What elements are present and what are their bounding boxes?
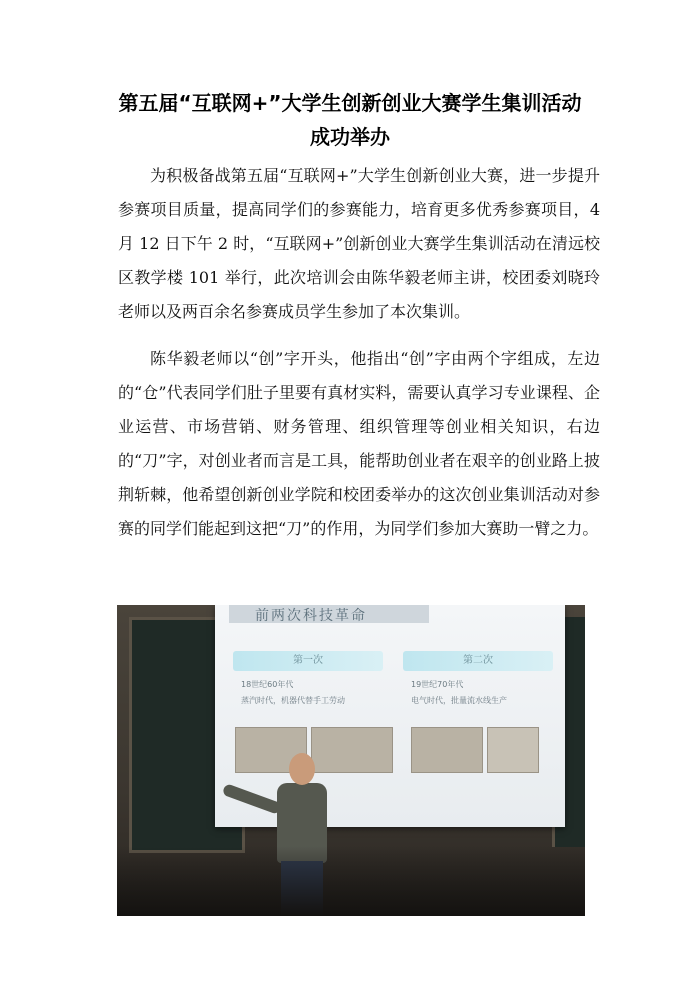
paragraph-1: 为积极备战第五届“互联网+”大学生创新创业大赛，进一步提升参赛项目质量，提高同学们的参赛能力，培育更多优秀参赛项目，4 月 12 日下午 2 时，“互联网+”创新创业大赛学生集训活动在清远校区教学楼 101 举行，此次培训会由陈华毅老师主讲，校团委刘晓玲老师以及两百余名参赛成员学生参加了本次集训。 xyxy=(118,166,600,321)
article-title-line-2: 成功举办 xyxy=(310,125,390,149)
article-title-line-1: 第五届“互联网+”大学生创新创业大赛学生集训活动 xyxy=(118,91,582,115)
slide-bullet-right-1: 19世纪70年代 xyxy=(411,680,464,689)
speaker-head xyxy=(289,753,315,785)
slide-bullet-right-2: 电气时代，批量流水线生产 xyxy=(411,696,507,705)
slide-bullet-left-2: 蒸汽时代，机器代替手工劳动 xyxy=(241,696,345,705)
event-photo xyxy=(117,605,585,916)
slide-image-inventor xyxy=(411,727,483,773)
paragraph-2: 陈华毅老师以“创”字开头，他指出“创”字由两个字组成，左边的“仓”代表同学们肚子里要有真材实料，需要认真学习专业课程、企业运营、市场营销、财务管理、组织管理等创业相关知识，右边的“刀”字，对创业者而言是工具，能帮助创业者在艰辛的创业路上披荆斩棘，他希望创新创业学院和校团委举办的这次创业集训活动对参赛的同学们能起到这把“刀”的作用，为同学们参加大赛助一臂之力。 xyxy=(118,349,600,538)
slide-image-lamp xyxy=(487,727,539,773)
audience-shadow xyxy=(117,846,585,916)
slide-title: 前两次科技革命 xyxy=(255,608,367,624)
slide-bullet-left-1: 18世纪60年代 xyxy=(241,680,294,689)
slide-tag-left: 第一次 xyxy=(233,651,383,671)
slide-tag-right: 第二次 xyxy=(403,651,553,671)
